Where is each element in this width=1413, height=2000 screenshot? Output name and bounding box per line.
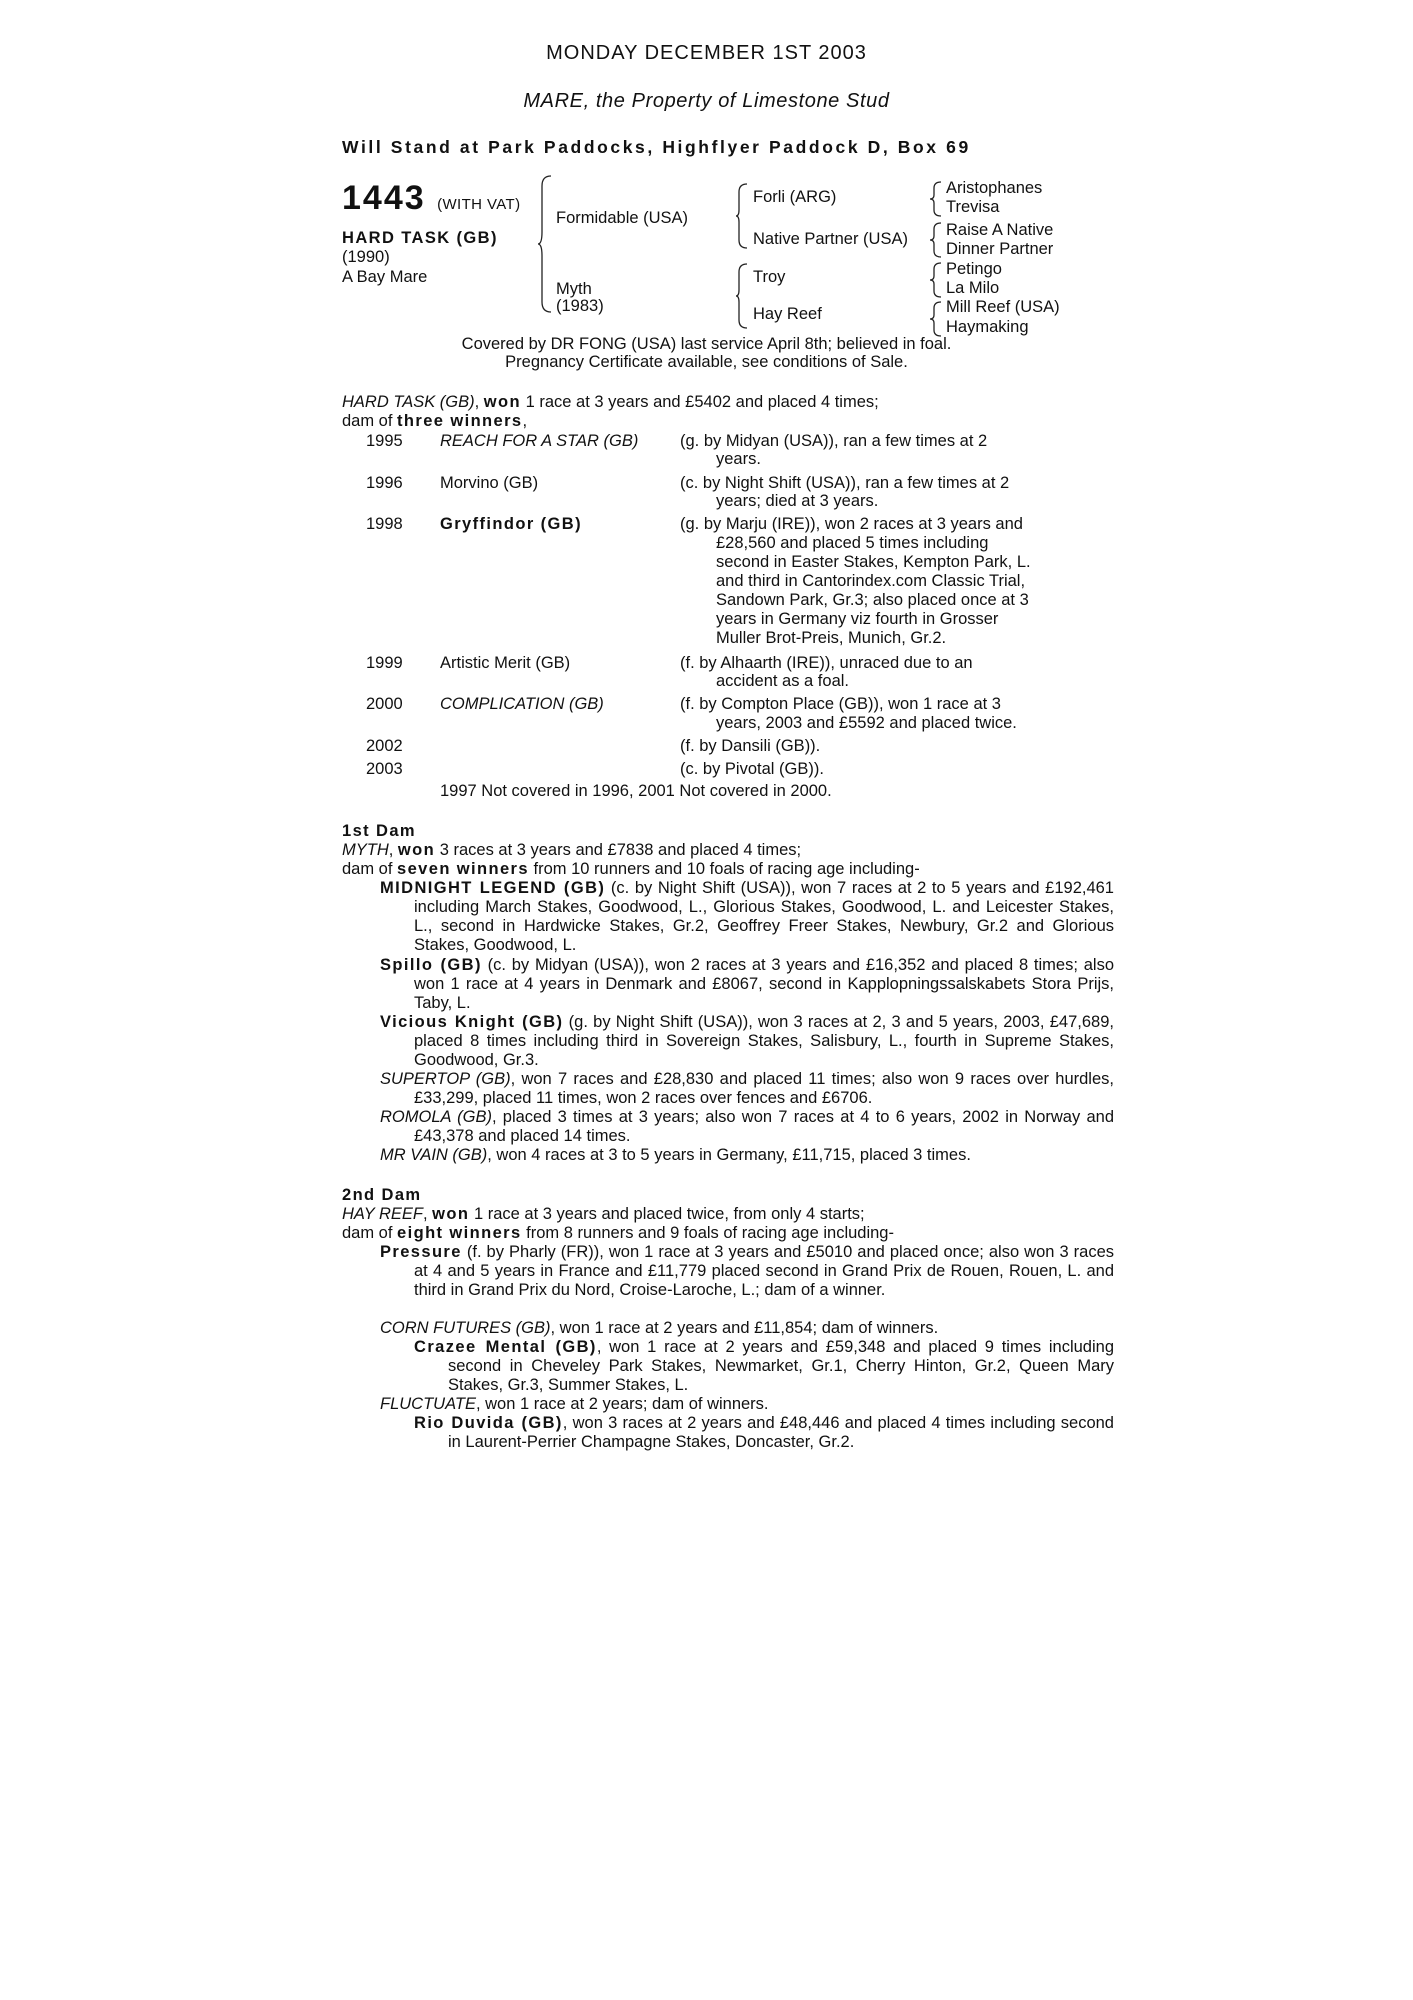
second-dam-name: HAY REEF bbox=[342, 1205, 423, 1223]
pedigree-g4-dsd: La Milo bbox=[946, 279, 1000, 297]
pedigree-g4-dds: Mill Reef (USA) bbox=[946, 298, 1060, 316]
first-dam-entry bbox=[380, 1146, 1114, 1165]
first-dam-entry-name: Vicious Knight (GB) bbox=[380, 1013, 564, 1031]
produce-row-detail-l2: years, 2003 and £5592 and placed twice. bbox=[716, 714, 1017, 732]
second-dam-won-word: won bbox=[432, 1205, 470, 1223]
produce-row-year: 1996 bbox=[366, 474, 403, 492]
produce-row-detail-l1: (c. by Pivotal (GB)). bbox=[680, 760, 824, 778]
brace-icon bbox=[930, 180, 942, 218]
produce-row-detail-l1: (f. by Dansili (GB)). bbox=[680, 737, 821, 755]
stand-location: Will Stand at Park Paddocks, Highflyer Paddock D, Box 69 bbox=[342, 137, 971, 157]
second-dam-entry-text: , won 3 races at 2 years and £48,446 and placed 4 times including second in Laurent-Perrier Champagne Stakes, Doncaster, Gr.2. bbox=[448, 1414, 1114, 1451]
pedigree-dam-sire: Troy bbox=[753, 268, 786, 286]
first-dam-entry bbox=[380, 1108, 1114, 1146]
second-dam-heading: 2nd Dam bbox=[342, 1186, 422, 1204]
first-dam-entry-text: , won 7 races and £28,830 and placed 11 times; also won 9 races over hurdles, £33,299, placed 11 times, won 2 races over fences and £6706. bbox=[414, 1070, 1114, 1107]
cover-note-line1: Covered by DR FONG (USA) last service April 8th; believed in foal. bbox=[461, 335, 952, 353]
first-dam-entry-name: MIDNIGHT LEGEND (GB) bbox=[380, 879, 606, 897]
second-dam-entry-name: FLUCTUATE bbox=[380, 1395, 476, 1413]
brace-icon bbox=[930, 261, 942, 299]
produce-row-detail-l1: (g. by Midyan (USA)), ran a few times at 2 bbox=[680, 432, 988, 450]
horse-description: A Bay Mare bbox=[342, 268, 428, 286]
first-dam-entry bbox=[380, 1013, 1114, 1070]
pedigree-g4-sds: Raise A Native bbox=[946, 221, 1054, 239]
produce-row-detail-l1: (f. by Alhaarth (IRE)), unraced due to an bbox=[680, 654, 973, 672]
pedigree-dam-year: (1983) bbox=[556, 297, 604, 315]
first-dam-dam-of-text: from 10 runners and 10 foals of racing age including- bbox=[528, 860, 920, 878]
second-dam-entry-text: , won 1 race at 2 years and £59,348 and placed 9 times including second in Cheveley Park Stakes, Newmarket, Gr.1, Cherry Hinton, Gr.2, Queen Mary Stakes, Gr.3, Summer Stakes, L. bbox=[448, 1338, 1114, 1394]
pedigree-brace-dam bbox=[736, 262, 748, 335]
brace-icon bbox=[930, 221, 942, 259]
first-dam-name: MYTH bbox=[342, 841, 389, 859]
produce-row-year: 2003 bbox=[366, 760, 403, 778]
produce-intro-text: 1 race at 3 years and £5402 and placed 4 times; bbox=[521, 393, 879, 411]
second-dam-entry bbox=[380, 1243, 1114, 1300]
produce-row-year: 2000 bbox=[366, 695, 403, 713]
first-dam-entry bbox=[380, 879, 1114, 955]
first-dam-entry-name: ROMOLA (GB) bbox=[380, 1108, 492, 1126]
second-dam-dam-of bbox=[342, 1224, 894, 1243]
brace-icon bbox=[538, 174, 552, 314]
produce-row-name: Artistic Merit (GB) bbox=[440, 654, 571, 672]
produce-dam-of-end: , bbox=[522, 412, 528, 430]
first-dam-intro-text: 3 races at 3 years and £7838 and placed 4 times; bbox=[435, 841, 802, 859]
produce-mare-name: HARD TASK (GB) bbox=[342, 393, 475, 411]
second-dam-dam-of-text: from 8 runners and 9 foals of racing age including- bbox=[521, 1224, 894, 1242]
produce-intro: HARD TASK (GB), won 1 race at 3 years and £5402 and placed 4 times; bbox=[342, 393, 879, 411]
produce-row-detail-l1: (f. by Compton Place (GB)), won 1 race at 3 bbox=[680, 695, 1001, 713]
brace-icon bbox=[736, 182, 748, 250]
produce-row-detail-l4: and third in Cantorindex.com Classic Trial, bbox=[716, 572, 1026, 590]
produce-dam-of bbox=[342, 412, 527, 431]
pedigree-sire: Formidable (USA) bbox=[556, 209, 689, 227]
brace-icon bbox=[930, 300, 942, 338]
first-dam-heading: 1st Dam bbox=[342, 822, 416, 840]
produce-row-detail-l5: Sandown Park, Gr.3; also placed once at 3 bbox=[716, 591, 1029, 609]
pedigree-sire-dam: Native Partner (USA) bbox=[753, 230, 908, 248]
pedigree-dam: Myth bbox=[556, 280, 592, 298]
pedigree-g4-sdd: Dinner Partner bbox=[946, 240, 1054, 258]
first-dam-entry-text: (g. by Night Shift (USA)), won 3 races at 2, 3 and 5 years, 2003, £47,689, placed 8 times including third in Sovereign Stakes, Salisbury, L., fourth in Supreme Stakes, Goodwood, Gr.3. bbox=[414, 1013, 1114, 1069]
produce-won-word: won bbox=[483, 393, 521, 411]
produce-note: 1997 Not covered in 1996, 2001 Not covered in 2000. bbox=[440, 782, 832, 800]
produce-row-year: 1995 bbox=[366, 432, 403, 450]
cover-note-line2: Pregnancy Certificate available, see conditions of Sale. bbox=[505, 353, 908, 371]
pedigree-brace-main bbox=[538, 174, 552, 319]
produce-row-detail-l1: (c. by Night Shift (USA)), ran a few times at 2 bbox=[680, 474, 1010, 492]
second-dam-winner-count: eight winners bbox=[397, 1224, 522, 1242]
pedigree-brace-g4-2 bbox=[930, 221, 942, 264]
first-dam-entry-name: SUPERTOP (GB) bbox=[380, 1070, 511, 1088]
second-dam-intro-text: 1 race at 3 years and placed twice, from only 4 starts; bbox=[469, 1205, 865, 1223]
produce-row-year: 1998 bbox=[366, 515, 403, 533]
second-dam-entry bbox=[414, 1414, 1114, 1452]
produce-row-detail-l2: years. bbox=[716, 450, 761, 468]
second-dam-entry bbox=[380, 1395, 1114, 1414]
produce-row-detail-l2: years; died at 3 years. bbox=[716, 492, 879, 510]
second-dam-entry-text: , won 1 race at 2 years and £11,854; dam of winners. bbox=[550, 1319, 939, 1337]
first-dam-dam-of-label: dam of bbox=[342, 860, 398, 878]
vat-note: (WITH VAT) bbox=[437, 196, 521, 213]
first-dam-entry bbox=[380, 1070, 1114, 1108]
first-dam-entry-name: MR VAIN (GB) bbox=[380, 1146, 488, 1164]
pedigree-brace-g4-3 bbox=[930, 261, 942, 304]
pedigree-brace-sire bbox=[736, 182, 748, 255]
first-dam-entry-text: , placed 3 times at 3 years; also won 7 races at 4 to 6 years, 2002 in Norway and £43,378 and placed 14 times. bbox=[414, 1108, 1114, 1145]
lot-number: 1443 bbox=[342, 179, 426, 217]
first-dam-entry-name: Spillo (GB) bbox=[380, 956, 482, 974]
pedigree-g4-ddd: Haymaking bbox=[946, 318, 1029, 336]
horse-year: (1990) bbox=[342, 248, 390, 266]
first-dam-dam-of bbox=[342, 860, 920, 879]
second-dam-entry-name: CORN FUTURES (GB) bbox=[380, 1319, 551, 1337]
pedigree-brace-g4-1 bbox=[930, 180, 942, 223]
produce-row-detail-l1: (g. by Marju (IRE)), won 2 races at 3 years and bbox=[680, 515, 1023, 533]
second-dam-entry-name: Pressure bbox=[380, 1243, 462, 1261]
produce-row-name: REACH FOR A STAR (GB) bbox=[440, 432, 639, 450]
second-dam-entry-name: Rio Duvida (GB) bbox=[414, 1414, 563, 1432]
second-dam-entry-text: (f. by Pharly (FR)), won 1 race at 3 years and £5010 and placed once; also won 3 races at 4 and 5 years in France and £11,779 placed second in Grand Prix de Rouen, Rouen, L. and third in Grand Prix du Nord, Croise-Laroche, L.; dam of a winner. bbox=[414, 1243, 1114, 1299]
pedigree-sire-sire: Forli (ARG) bbox=[753, 188, 837, 206]
first-dam-winner-count: seven winners bbox=[397, 860, 529, 878]
produce-row-year: 1999 bbox=[366, 654, 403, 672]
produce-row-detail-l2: £28,560 and placed 5 times including bbox=[716, 534, 989, 552]
first-dam-intro: MYTH, won 3 races at 3 years and £7838 and placed 4 times; bbox=[342, 841, 802, 859]
produce-row-detail-l6: years in Germany viz fourth in Grosser bbox=[716, 610, 999, 628]
first-dam-entry-text: , won 4 races at 3 to 5 years in Germany, £11,715, placed 3 times. bbox=[487, 1146, 971, 1164]
produce-row-name: COMPLICATION (GB) bbox=[440, 695, 604, 713]
produce-row-name: Morvino (GB) bbox=[440, 474, 539, 492]
produce-row-detail-l7: Muller Brot-Preis, Munich, Gr.2. bbox=[716, 629, 947, 647]
property-line: MARE, the Property of Limestone Stud bbox=[523, 90, 890, 112]
second-dam-entry-text: , won 1 race at 2 years; dam of winners. bbox=[475, 1395, 769, 1413]
first-dam-entry-text: (c. by Night Shift (USA)), won 7 races at 2 to 5 years and £192,461 including March Stakes, Goodwood, L., Glorious Stakes, Goodwood, L. and Leicester Stakes, L., second in Hardwicke Stakes, Gr.2, Geoffrey Freer Stakes, Newbury, Gr.2 and Glorious Stakes, Goodwood, L. bbox=[414, 879, 1114, 954]
produce-dam-of-label: dam of bbox=[342, 412, 398, 430]
pedigree-g4-dss: Petingo bbox=[946, 260, 1002, 278]
produce-row-year: 2002 bbox=[366, 737, 403, 755]
horse-name: HARD TASK (GB) bbox=[342, 229, 498, 247]
second-dam-dam-of-label: dam of bbox=[342, 1224, 398, 1242]
second-dam-entry-name: Crazee Mental (GB) bbox=[414, 1338, 597, 1356]
lot-number-line bbox=[342, 180, 521, 223]
sale-date: MONDAY DECEMBER 1ST 2003 bbox=[546, 42, 867, 64]
pedigree-g4-ssd: Trevisa bbox=[946, 198, 1000, 216]
produce-winner-count: three winners bbox=[397, 412, 523, 430]
pedigree-dam-dam: Hay Reef bbox=[753, 305, 822, 323]
first-dam-entry bbox=[380, 956, 1114, 1013]
pedigree-g4-sss: Aristophanes bbox=[946, 179, 1043, 197]
second-dam-intro: HAY REEF, won 1 race at 3 years and placed twice, from only 4 starts; bbox=[342, 1205, 865, 1223]
brace-icon bbox=[736, 262, 748, 330]
produce-row-detail-l3: second in Easter Stakes, Kempton Park, L. bbox=[716, 553, 1031, 571]
first-dam-entry-text: (c. by Midyan (USA)), won 2 races at 3 years and £16,352 and placed 8 times; also won 1 race at 4 years in Denmark and £8067, second in Kapplopningssalskabets Stora Prijs, Taby, L. bbox=[414, 956, 1114, 1012]
second-dam-entry bbox=[414, 1338, 1114, 1395]
second-dam-entry bbox=[380, 1319, 1114, 1338]
first-dam-won-word: won bbox=[397, 841, 436, 859]
produce-row-name: Gryffindor (GB) bbox=[440, 515, 582, 533]
produce-row-detail-l2: accident as a foal. bbox=[716, 672, 849, 690]
